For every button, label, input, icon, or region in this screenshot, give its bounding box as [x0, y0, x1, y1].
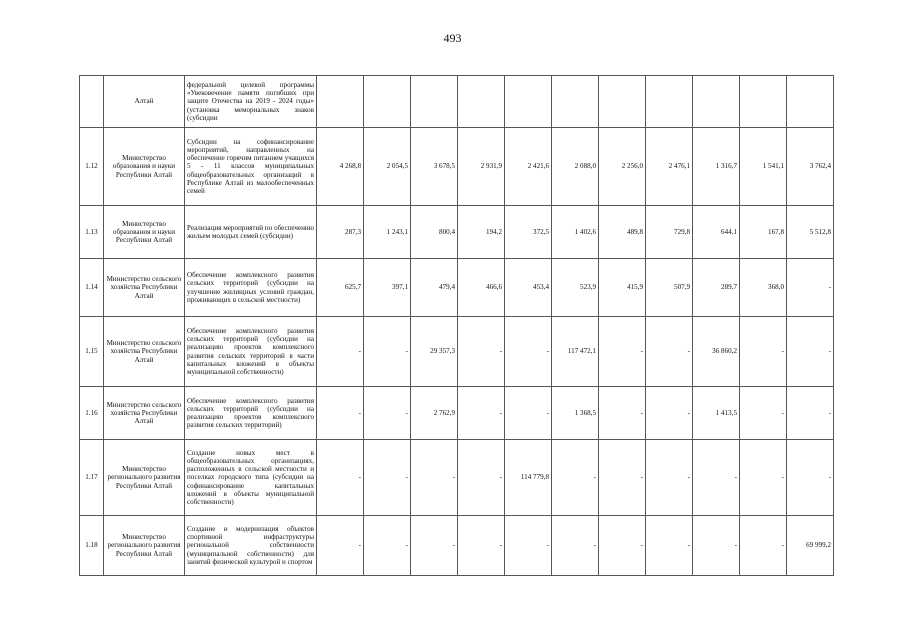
table-row: [80, 440, 834, 516]
value-cell: 1 402,6: [552, 206, 599, 259]
value-cell: 415,9: [599, 259, 646, 317]
value-cell: -: [552, 440, 599, 516]
measure-description-cell: Субсидии на софинансирование мероприятий, направленных на обеспечение горячим питанием учащихся 5 - 11 классов муниципальных общеобразовательных организаций в Республике Алтай из малообеспеченных семей: [185, 128, 317, 206]
value-cell: 453,4: [505, 259, 552, 317]
value-cell: 5 512,8: [787, 206, 834, 259]
value-cell: 29 357,3: [411, 317, 458, 387]
value-cell: -: [693, 440, 740, 516]
responsible-organization-cell: Министерство регионального развития Республики Алтай: [104, 516, 185, 576]
value-cell: -: [317, 317, 364, 387]
value-cell: -: [740, 440, 787, 516]
value-cell: -: [317, 440, 364, 516]
value-cell: [505, 76, 552, 128]
value-cell: [693, 76, 740, 128]
value-cell: 800,4: [411, 206, 458, 259]
value-cell: 2 476,1: [646, 128, 693, 206]
value-cell: [364, 76, 411, 128]
value-cell: -: [787, 259, 834, 317]
value-cell: -: [552, 516, 599, 576]
value-cell: 397,1: [364, 259, 411, 317]
measure-description-cell: Создание новых мест в общеобразовательных организациях, расположенных в сельской местности и поселках городского типа (субсидии на софинансирование капитальных вложений в объекты муниципальной собственности): [185, 440, 317, 516]
responsible-organization-cell: Министерство сельского хозяйства Республики Алтай: [104, 387, 185, 440]
value-cell: 289,7: [693, 259, 740, 317]
value-cell: -: [740, 387, 787, 440]
row-number-cell: [80, 76, 104, 128]
table-row: [80, 128, 834, 206]
responsible-organization-cell: Министерство образования и науки Республики Алтай: [104, 128, 185, 206]
value-cell: 479,4: [411, 259, 458, 317]
value-cell: -: [411, 440, 458, 516]
value-cell: 69 999,2: [787, 516, 834, 576]
value-cell: [458, 76, 505, 128]
measure-description-cell: Обеспечение комплексного развития сельских территорий (субсидии на реализацию проектов комплексного развития сельских территорий): [185, 387, 317, 440]
value-cell: 2 421,6: [505, 128, 552, 206]
value-cell: -: [458, 317, 505, 387]
row-number-cell: 1.14: [80, 259, 104, 317]
table-row: [80, 516, 834, 576]
value-cell: -: [317, 387, 364, 440]
value-cell: [787, 76, 834, 128]
value-cell: 117 472,1: [552, 317, 599, 387]
value-cell: [646, 76, 693, 128]
table-row: [80, 387, 834, 440]
value-cell: -: [364, 387, 411, 440]
row-number-cell: 1.18: [80, 516, 104, 576]
value-cell: 729,8: [646, 206, 693, 259]
value-cell: -: [458, 440, 505, 516]
value-cell: -: [787, 387, 834, 440]
table-row: [80, 206, 834, 259]
responsible-organization-cell: Министерство сельского хозяйства Республики Алтай: [104, 317, 185, 387]
measure-description-cell: Обеспечение комплексного развития сельских территорий (субсидии на улучшение жилищных условий граждан, проживающих в сельской местности): [185, 259, 317, 317]
responsible-organization-cell: Министерство сельского хозяйства Республики Алтай: [104, 259, 185, 317]
value-cell: 489,8: [599, 206, 646, 259]
value-cell: 3 762,4: [787, 128, 834, 206]
table-row: [80, 259, 834, 317]
responsible-organization-cell: Алтай: [104, 76, 185, 128]
value-cell: [317, 76, 364, 128]
value-cell: -: [599, 317, 646, 387]
value-cell: -: [599, 516, 646, 576]
value-cell: -: [599, 440, 646, 516]
value-cell: 1 368,5: [552, 387, 599, 440]
row-number-cell: 1.16: [80, 387, 104, 440]
value-cell: 644,1: [693, 206, 740, 259]
measure-description-cell: Реализация мероприятий по обеспечению жильем молодых семей (субсидии): [185, 206, 317, 259]
table-row: [80, 76, 834, 128]
responsible-organization-cell: Министерство образования и науки Республики Алтай: [104, 206, 185, 259]
value-cell: 287,3: [317, 206, 364, 259]
value-cell: 1 316,7: [693, 128, 740, 206]
value-cell: 1 243,1: [364, 206, 411, 259]
value-cell: -: [646, 516, 693, 576]
value-cell: 194,2: [458, 206, 505, 259]
value-cell: -: [740, 516, 787, 576]
value-cell: 372,5: [505, 206, 552, 259]
value-cell: -: [458, 516, 505, 576]
value-cell: [599, 76, 646, 128]
value-cell: [740, 76, 787, 128]
measure-description-cell: Обеспечение комплексного развития сельских территорий (субсидии на реализацию проектов комплексного развития сельских территорий в части капитальных вложений в объекты муниципальной собственности): [185, 317, 317, 387]
value-cell: 36 860,2: [693, 317, 740, 387]
value-cell: -: [505, 387, 552, 440]
value-cell: -: [505, 516, 552, 576]
value-cell: 114 779,8: [505, 440, 552, 516]
budget-table: [79, 75, 834, 576]
value-cell: 2 256,0: [599, 128, 646, 206]
value-cell: 4 268,8: [317, 128, 364, 206]
value-cell: -: [787, 317, 834, 387]
value-cell: 507,9: [646, 259, 693, 317]
value-cell: -: [505, 317, 552, 387]
value-cell: -: [599, 387, 646, 440]
page-number: 493: [443, 31, 462, 45]
measure-description-cell: Создание и модернизация объектов спортивной инфраструктуры региональной собственности (муниципальной собственности) для занятий физической культурой и спортом: [185, 516, 317, 576]
value-cell: 1 413,5: [693, 387, 740, 440]
value-cell: [411, 76, 458, 128]
value-cell: -: [646, 387, 693, 440]
value-cell: -: [317, 516, 364, 576]
row-number-cell: 1.12: [80, 128, 104, 206]
value-cell: -: [740, 317, 787, 387]
row-number-cell: 1.13: [80, 206, 104, 259]
value-cell: 2 762,9: [411, 387, 458, 440]
value-cell: 625,7: [317, 259, 364, 317]
value-cell: -: [364, 440, 411, 516]
value-cell: -: [646, 440, 693, 516]
value-cell: -: [411, 516, 458, 576]
value-cell: [552, 76, 599, 128]
value-cell: -: [646, 317, 693, 387]
value-cell: -: [787, 440, 834, 516]
measure-description-cell: федеральной целевой программы «Увековечение памяти погибших при защите Отечества на 2019 - 2024 годы» (установка мемориальных знаков (субсидии: [185, 76, 317, 128]
row-number-cell: 1.15: [80, 317, 104, 387]
value-cell: -: [693, 516, 740, 576]
value-cell: 2 054,5: [364, 128, 411, 206]
value-cell: 2 931,9: [458, 128, 505, 206]
value-cell: 466,6: [458, 259, 505, 317]
value-cell: 3 678,5: [411, 128, 458, 206]
value-cell: -: [364, 317, 411, 387]
row-number-cell: 1.17: [80, 440, 104, 516]
value-cell: 167,8: [740, 206, 787, 259]
table-body: [80, 76, 834, 576]
responsible-organization-cell: Министерство регионального развития Республики Алтай: [104, 440, 185, 516]
value-cell: 368,0: [740, 259, 787, 317]
value-cell: 1 541,1: [740, 128, 787, 206]
value-cell: 523,9: [552, 259, 599, 317]
value-cell: -: [458, 387, 505, 440]
value-cell: 2 088,0: [552, 128, 599, 206]
table-row: [80, 317, 834, 387]
value-cell: -: [364, 516, 411, 576]
